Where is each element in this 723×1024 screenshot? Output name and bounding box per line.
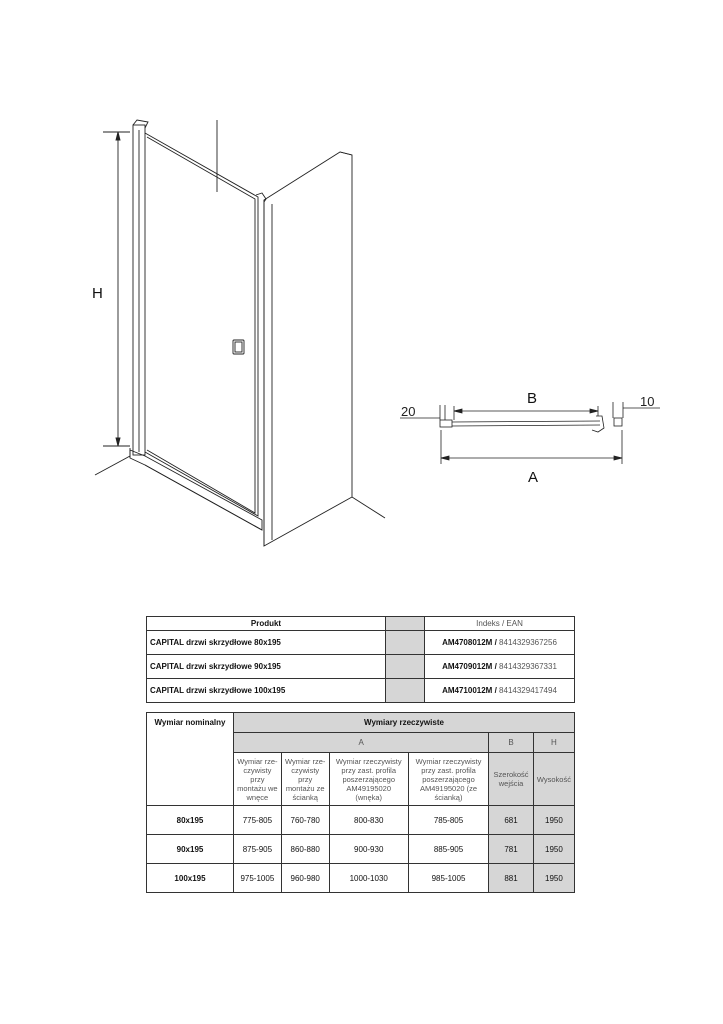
dim-value: 681 xyxy=(489,806,534,835)
product-code xyxy=(425,679,575,703)
product-code xyxy=(425,631,575,655)
product-ean: 8414329367256 xyxy=(499,638,557,647)
dim-value: 1950 xyxy=(533,806,574,835)
table-row xyxy=(147,806,575,835)
table-row xyxy=(147,835,575,864)
product-sep: / xyxy=(494,686,497,695)
product-index: AM4710012M xyxy=(442,686,493,695)
dim-value: 775-805 xyxy=(234,806,282,835)
product-code xyxy=(425,655,575,679)
dimension-20-label: 20 xyxy=(401,404,416,419)
dimension-10-label: 10 xyxy=(640,394,655,409)
dim-value: 1950 xyxy=(533,835,574,864)
product-name: CAPITAL drzwi skrzydłowe 80x195 xyxy=(147,631,386,655)
col-desc: Szerokość wejścia xyxy=(489,753,534,806)
dim-value: 960-980 xyxy=(281,864,329,893)
dim-value: 781 xyxy=(489,835,534,864)
group-b-header: B xyxy=(489,733,534,753)
dimension-b-label: B xyxy=(527,390,538,407)
dim-value: 985-1005 xyxy=(408,864,488,893)
dim-value: 785-805 xyxy=(408,806,488,835)
product-spacer xyxy=(386,655,425,679)
product-header: Produkt xyxy=(147,617,386,631)
group-a-header: A xyxy=(234,733,489,753)
row-label: 80x195 xyxy=(147,806,234,835)
dim-value: 900-930 xyxy=(329,835,408,864)
table-row xyxy=(147,679,575,703)
product-table xyxy=(146,616,575,703)
dim-value: 885-905 xyxy=(408,835,488,864)
nominal-header: Wymiar nominalny xyxy=(147,713,234,806)
product-table-header xyxy=(147,617,575,631)
dim-value: 1950 xyxy=(533,864,574,893)
col-desc: Wymiar rze-czywisty przy montażu ze ścianką xyxy=(281,753,329,806)
actual-header: Wymiary rzeczywiste xyxy=(234,713,575,733)
product-header-spacer xyxy=(386,617,425,631)
dim-value: 800-830 xyxy=(329,806,408,835)
product-name: CAPITAL drzwi skrzydłowe 90x195 xyxy=(147,655,386,679)
dim-value: 875-905 xyxy=(234,835,282,864)
product-sep: / xyxy=(494,638,497,647)
col-desc: Wymiar rze-czywisty przy montażu we wnęce xyxy=(234,753,282,806)
dim-value: 760-780 xyxy=(281,806,329,835)
dim-value: 860-880 xyxy=(281,835,329,864)
product-sep: / xyxy=(494,662,497,671)
col-desc: Wysokość xyxy=(533,753,574,806)
product-index: AM4708012M xyxy=(442,638,493,647)
row-label: 100x195 xyxy=(147,864,234,893)
table-row xyxy=(147,631,575,655)
dim-value: 975-1005 xyxy=(234,864,282,893)
dim-value: 881 xyxy=(489,864,534,893)
dimension-h-label: H xyxy=(92,285,103,302)
table-row xyxy=(147,655,575,679)
dimensions-table xyxy=(146,712,575,893)
product-spacer xyxy=(386,679,425,703)
dims-header-row xyxy=(147,713,575,733)
product-index: AM4709012M xyxy=(442,662,493,671)
product-spacer xyxy=(386,631,425,655)
product-ean: 8414329417494 xyxy=(499,686,557,695)
col-desc: Wymiar rzeczywisty przy zast. profila poszerzającego AM49195020 (wnęka) xyxy=(329,753,408,806)
product-ean: 8414329367331 xyxy=(499,662,557,671)
table-row xyxy=(147,864,575,893)
dim-value: 1000-1030 xyxy=(329,864,408,893)
dimension-a-label: A xyxy=(528,469,539,486)
col-desc: Wymiar rzeczywisty przy zast. profila poszerzającego AM49195020 (ze ścianką) xyxy=(408,753,488,806)
index-header: Indeks / EAN xyxy=(425,617,575,631)
product-name: CAPITAL drzwi skrzydłowe 100x195 xyxy=(147,679,386,703)
group-h-header: H xyxy=(533,733,574,753)
row-label: 90x195 xyxy=(147,835,234,864)
